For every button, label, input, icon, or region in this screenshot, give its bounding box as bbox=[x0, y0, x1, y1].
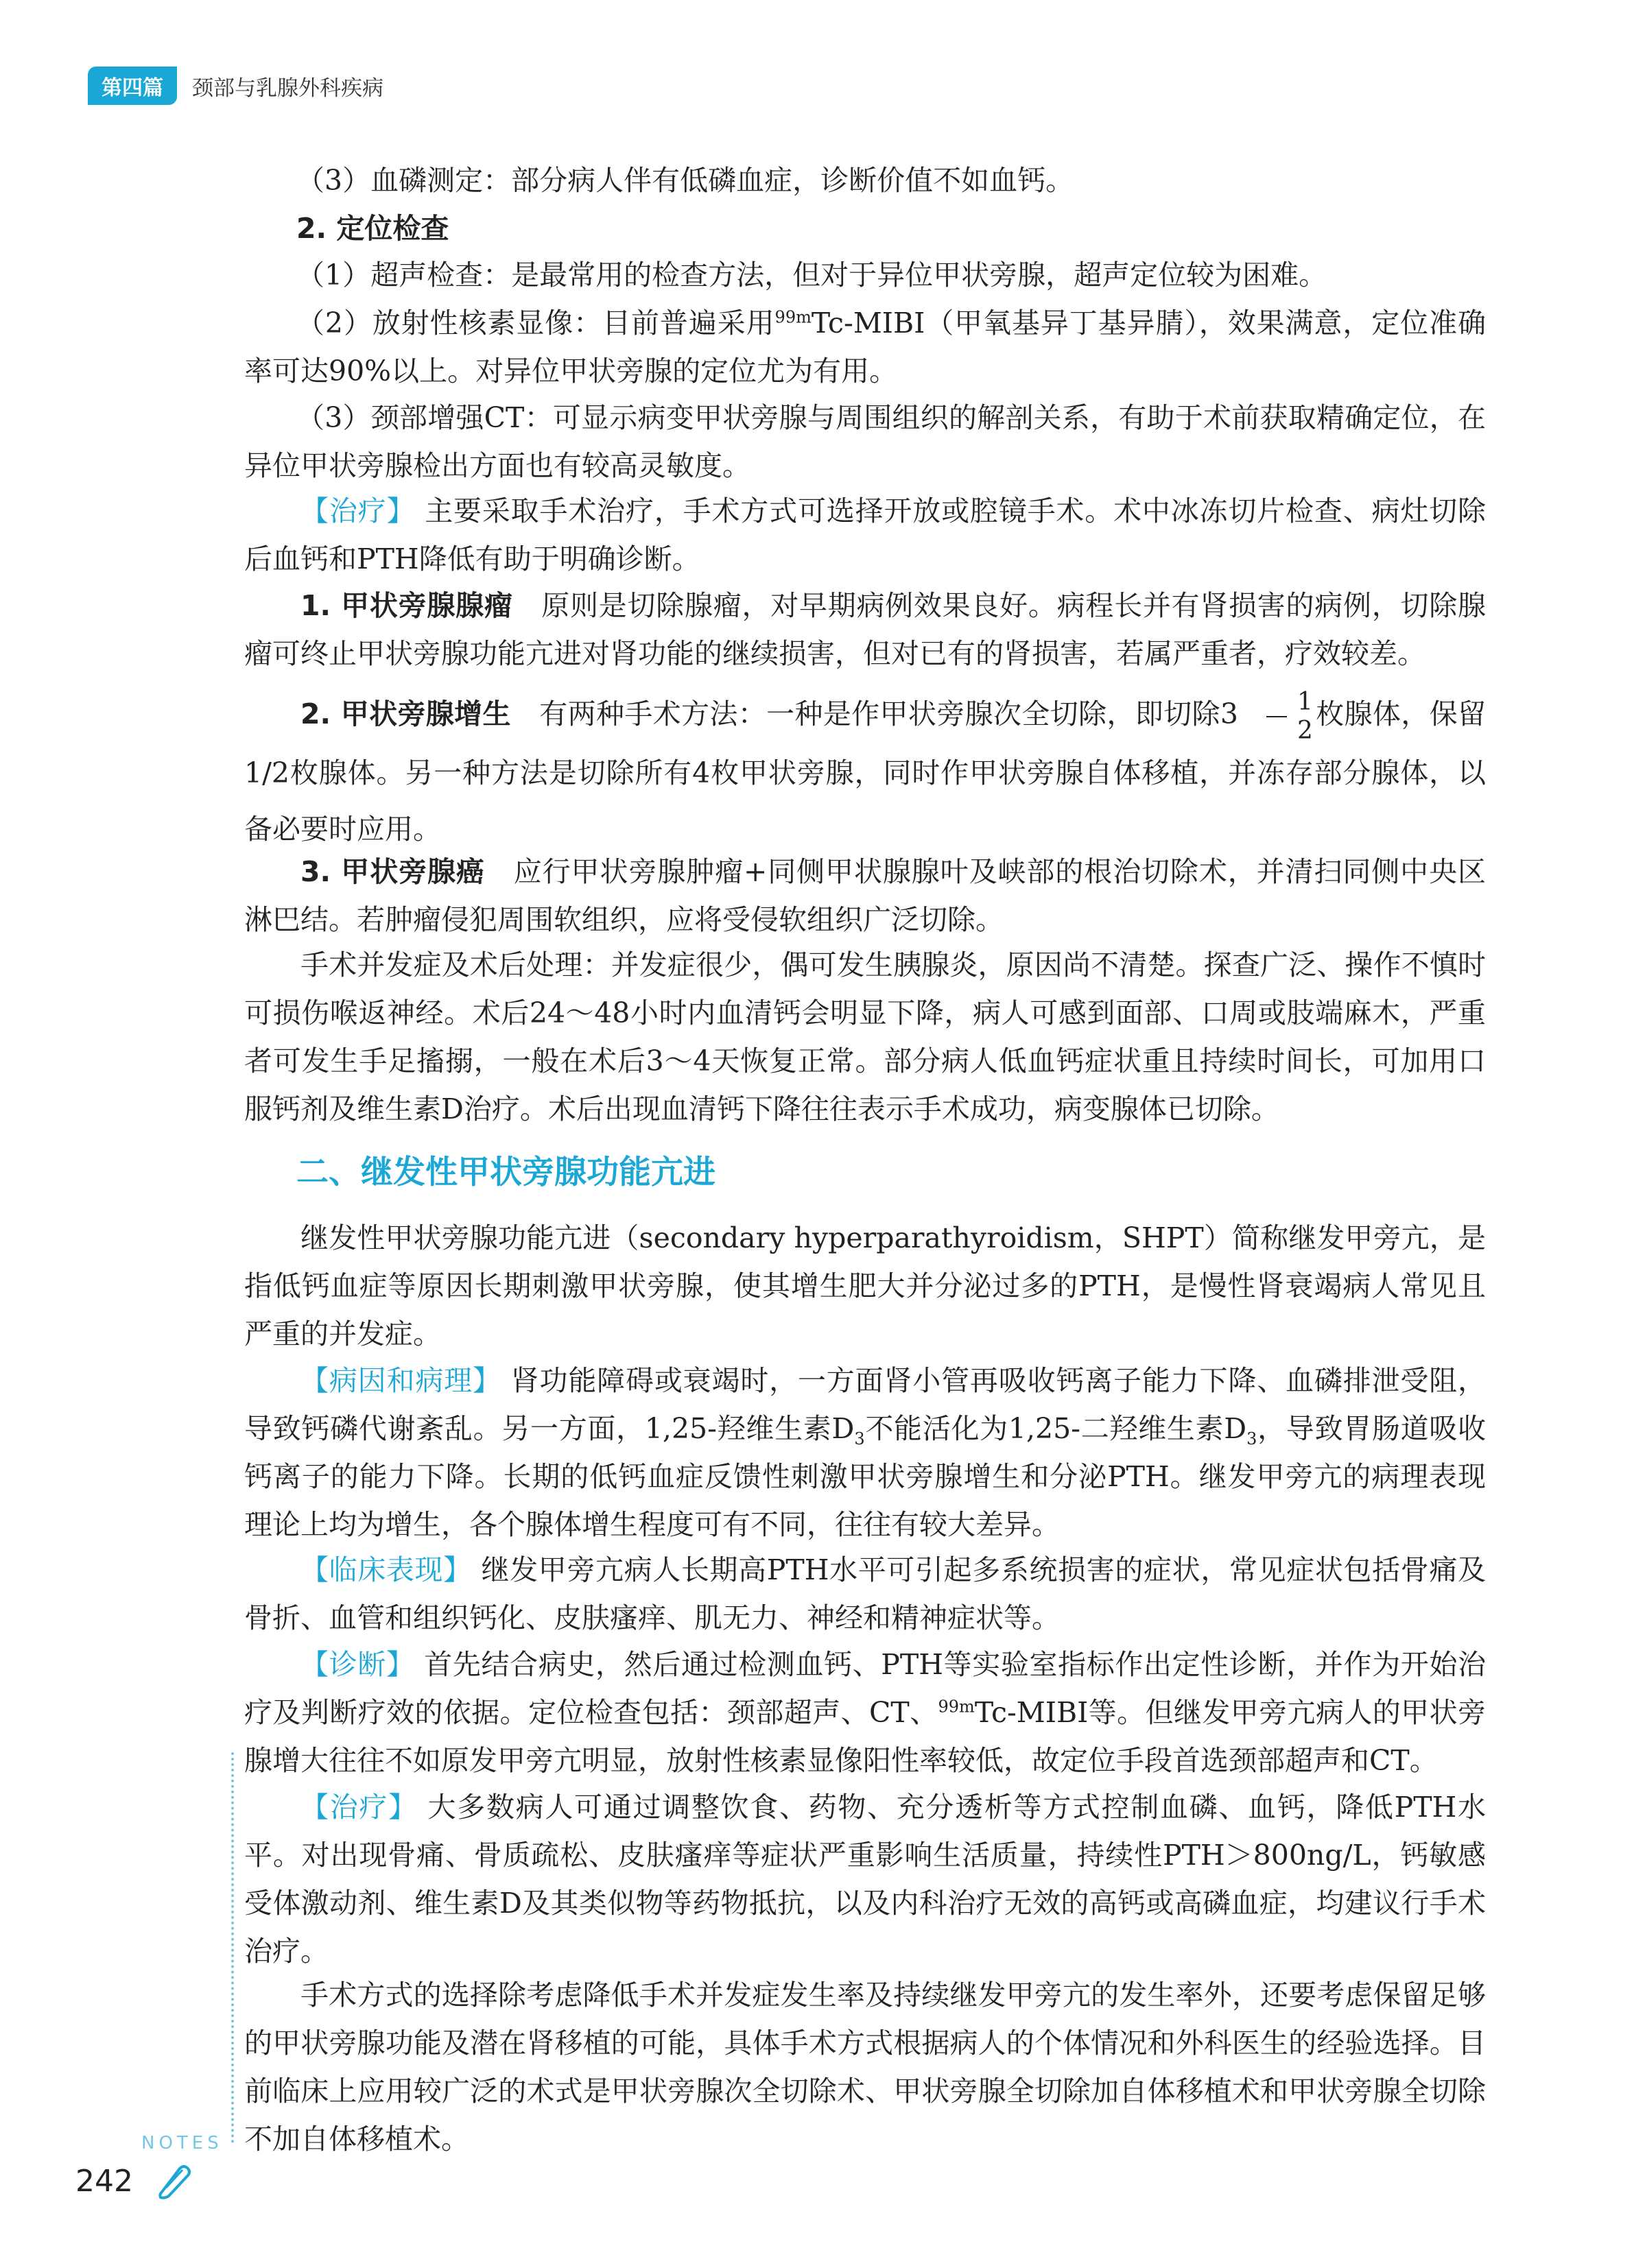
text-run: Tc-MIBI等。但继发甲旁亢病人的甲状旁腺增大往往不如原发甲旁亢明显，放射性核素显像阳性率较低，故定位手段首选颈部超声和CT。 bbox=[244, 1696, 1487, 1777]
section-tag-clinical: 【临床表现】 bbox=[300, 1553, 472, 1586]
notes-label: NOTES bbox=[141, 2133, 223, 2153]
paragraph-shpt-definition: 继发性甲状旁腺功能亢进（secondary hyperparathyroidism，SHPT）简称继发甲旁亢，是指低钙血症等原因长期刺激甲状旁腺，使其增生肥大并分泌过多的PTH，是慢性肾衰竭病人常见且严重的并发症。 bbox=[244, 1221, 1486, 1350]
paragraph-surgical-choice: 手术方式的选择除考虑降低手术并发症发生率及持续继发甲旁亢的发生率外，还要考虑保留足够的甲状旁腺功能及潜在肾移植的可能，具体手术方式根据病人的个体情况和外科医生的经验选择。目前临床上应用较广泛的术式是甲状旁腺次全切除术、甲状旁腺全切除加自体移植术和甲状旁腺全切除不加自体移植术。 bbox=[244, 1979, 1486, 2156]
text-run: 不能活化为1,25-二羟维生素D bbox=[864, 1412, 1247, 1445]
section-tag-treatment: 【治疗】 bbox=[300, 494, 416, 527]
paragraph-ultrasound: （1）超声检查：是最常用的检查方法，但对于异位甲状旁腺，超声定位较为困难。 bbox=[296, 259, 1327, 291]
paragraph-hyperplasia bbox=[244, 686, 1486, 857]
heading-localization: 2. 定位检查 bbox=[296, 212, 449, 245]
paragraph-treatment bbox=[244, 487, 1486, 583]
text-run: 枚腺体，保留1/2枚腺体。另一种方法是切除所有4枚甲状旁腺，同时作甲状旁腺自体移植，并冻存部分腺体，以备必要时应用。 bbox=[244, 697, 1486, 846]
text-run: Tc-MIBI（甲氧基异丁基异腈），效果满意，定位准确率可达90%以上。对异位甲状旁腺的定位尤为有用。 bbox=[244, 307, 1486, 387]
paragraph-radionuclide bbox=[244, 299, 1486, 395]
paragraph-treatment-secondary bbox=[244, 1783, 1486, 1975]
text-run: 继发甲旁亢病人长期高PTH水平可引起多系统损害的症状，常见症状包括骨痛及骨折、血管和组织钙化、皮肤瘙痒、肌无力、神经和精神症状等。 bbox=[244, 1553, 1487, 1634]
pencil-icon bbox=[152, 2160, 193, 2201]
section-tag-etiology: 【病因和病理】 bbox=[300, 1364, 501, 1397]
paragraph-ct: （3）颈部增强CT：可显示病变甲状旁腺与周围组织的解剖关系，有助于术前获取精确定位，在异位甲状旁腺检出方面也有较高灵敏度。 bbox=[244, 401, 1486, 482]
fraction-one-half bbox=[1241, 689, 1313, 745]
paragraph-complications: 手术并发症及术后处理：并发症很少，偶可发生胰腺炎，原因尚不清楚。探查广泛、操作不慎时可损伤喉返神经。术后24～48小时内血清钙会明显下降，病人可感到面部、口周或肢端麻木，严重者可发生手足搐搦，一般在术后3～4天恢复正常。部分病人低血钙症状重且持续时间长，可加用口服钙剂及维生素D治疗。术后出现血清钙下降往往表示手术成功，病变腺体已切除。 bbox=[244, 948, 1486, 1125]
subscript: 3 bbox=[1246, 1429, 1257, 1449]
section-heading-secondary: 二、继发性甲状旁腺功能亢进 bbox=[296, 1154, 715, 1191]
part-badge: 第四篇 bbox=[88, 67, 177, 105]
section-tag-diagnosis: 【诊断】 bbox=[300, 1648, 415, 1681]
paragraph-adenoma bbox=[244, 582, 1486, 678]
text-run: 有两种手术方法：一种是作甲状旁腺次全切除，即切除3 bbox=[510, 697, 1238, 730]
paragraph-etiology bbox=[244, 1357, 1486, 1549]
paragraph-diagnosis bbox=[244, 1640, 1486, 1784]
text-run: 原则是切除腺瘤，对早期病例效果良好。病程长并有肾损害的病例，切除腺瘤可终止甲状旁腺功能亢进对肾功能的继续损害，但对已有的肾损害，若属严重者，疗效较差。 bbox=[244, 589, 1486, 670]
page-number: 242 bbox=[75, 2164, 133, 2199]
subscript: 3 bbox=[854, 1429, 865, 1449]
subheading-hyperplasia: 2. 甲状旁腺增生 bbox=[300, 697, 511, 730]
part-title: 颈部与乳腺外科疾病 bbox=[192, 75, 383, 101]
text-run: 主要采取手术治疗，手术方式可选择开放或腔镜手术。术中冰冻切片检查、病灶切除后血钙和PTH降低有助于明确诊断。 bbox=[244, 494, 1487, 575]
text-run: 应行甲状旁腺肿瘤+同侧甲状腺腺叶及峡部的根治切除术，并清扫同侧中央区淋巴结。若肿瘤侵犯周围软组织，应将受侵软组织广泛切除。 bbox=[244, 855, 1486, 936]
text-run: 首先结合病史，然后通过检测血钙、PTH等实验室指标作出定性诊断，并作为开始治疗及判断疗效的依据。定位检查包括：颈部超声、CT、 bbox=[244, 1648, 1487, 1729]
fraction-denominator: 2 bbox=[1297, 716, 1313, 745]
fraction-numerator: 1 bbox=[1297, 687, 1313, 716]
subheading-adenoma: 1. 甲状旁腺腺瘤 bbox=[300, 589, 513, 622]
paragraph-clinical bbox=[244, 1546, 1486, 1642]
text-run: 大多数病人可通过调整饮食、药物、充分透析等方式控制血磷、血钙，降低PTH水平。对出现骨痛、骨质疏松、皮肤瘙痒等症状严重影响生活质量，持续性PTH＞800ng/L，钙敏感受体激动剂、维生素D及其类似物等药物抵抗，以及内科治疗无效的高钙或高磷血症，均建议行手术治疗。 bbox=[244, 1791, 1487, 1968]
isotope-superscript: 99m bbox=[938, 1697, 975, 1717]
text-run: ，导致胃肠道吸收钙离子的能力下降。长期的低钙血症反馈性刺激甲状旁腺增生和分泌PTH。继发甲旁亢的病理表现理论上均为增生，各个腺体增生程度可有不同，往往有较大差异。 bbox=[244, 1412, 1487, 1541]
text-run: 肾功能障碍或衰竭时，一方面肾小管再吸收钙离子能力下降、血磷排泄受阻，导致钙磷代谢紊乱。另一方面，1,25-羟维生素D bbox=[244, 1364, 1487, 1445]
running-header bbox=[88, 67, 383, 104]
section-tag-treatment: 【治疗】 bbox=[300, 1791, 418, 1824]
text-run: （2）放射性核素显像：目前普遍采用 bbox=[296, 307, 775, 339]
isotope-superscript: 99m bbox=[774, 307, 812, 327]
subheading-carcinoma: 3. 甲状旁腺癌 bbox=[300, 855, 485, 888]
notes-dotted-line bbox=[231, 1752, 234, 2143]
paragraph-blood-phosphate: （3）血磷测定：部分病人伴有低磷血症，诊断价值不如血钙。 bbox=[296, 164, 1074, 197]
paragraph-carcinoma bbox=[244, 848, 1486, 944]
